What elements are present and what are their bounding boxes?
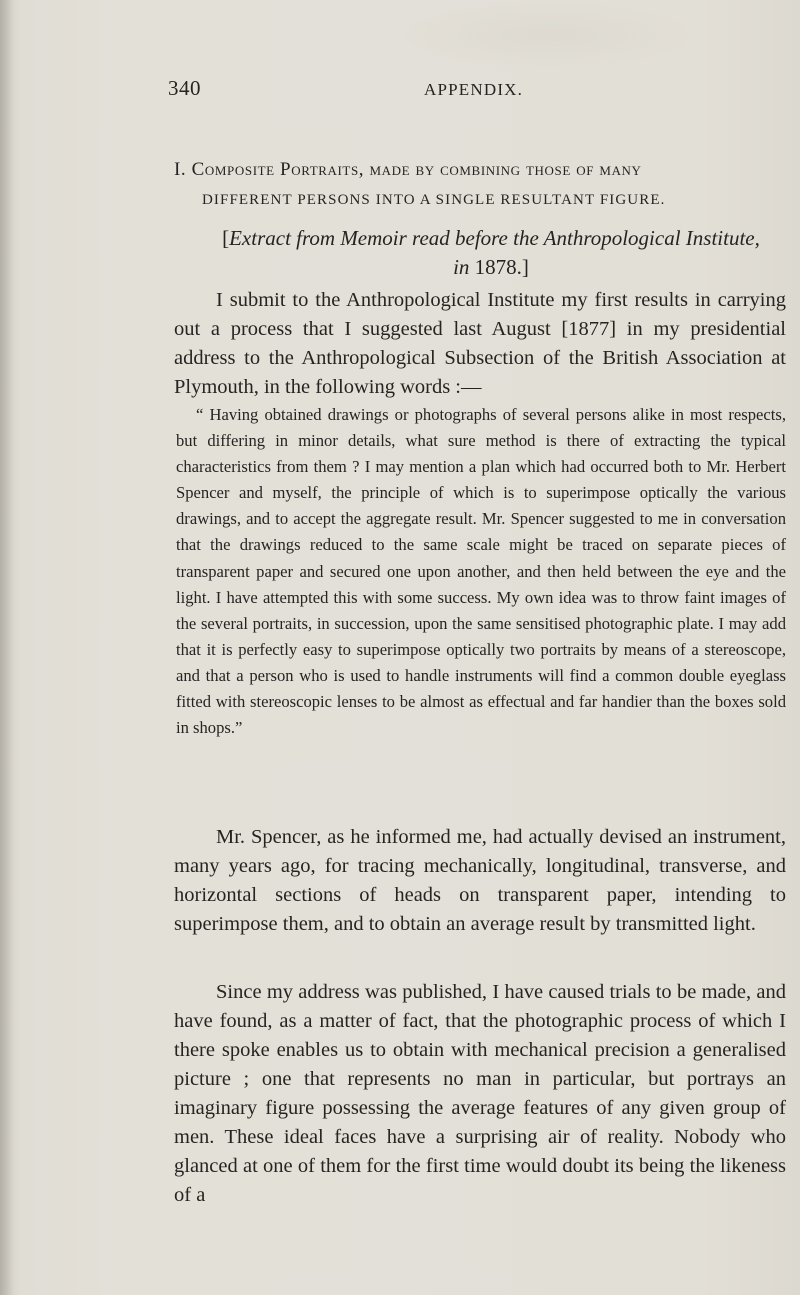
extract-year: 1878. <box>474 255 522 279</box>
paragraph-intro: I submit to the Anthropological Institute my first results in carrying out a process that I suggested last August [1877] in my presidential address to the Anthropological Subsection of the British Association at Plymouth, in the following words :— <box>174 289 786 398</box>
section-title-line2: DIFFERENT PERSONS INTO A SINGLE RESULTANT FIGURE. <box>202 192 666 208</box>
paragraph-spencer: Mr. Spencer, as he informed me, had actually devised an instrument, many years ago, for tracing mechanically, longitudinal, transverse, and horizontal sections of heads on transparent paper, intending to superimpose them, and to obtain an average result by transmitted light. <box>174 826 786 935</box>
paper-stain <box>400 0 700 70</box>
page-header <box>0 76 800 106</box>
page-number: 340 <box>168 76 201 100</box>
paragraph-since: Since my address was published, I have caused trials to be made, and have found, as a matter of fact, that the photographic process of which I there spoke enables us to obtain with mechanical precision a generalised picture ; one that represents no man in particular, but portrays an imaginary figure possessing the average features of any given group of men. These ideal faces have a surprising air of reality. Nobody who glanced at one of them for the first time would doubt its being the likeness of a <box>174 981 786 1206</box>
spine-shadow <box>0 0 14 1295</box>
quoted-passage: “ Having obtained drawings or photographs of several persons alike in most respects, but differing in minor details, what sure method is there of extracting the typical characteristics from them ? I may mention a plan which had occurred both to Mr. Herbert Spencer and myself, the principle of which is to superimpose optically the various drawings, and to accept the aggregate result. Mr. Spencer suggested to me in conversation that the drawings reduced to the same scale might be traced on separate pieces of transparent paper and secured one upon another, and then held between the eye and the light. I have attempted this with some success. My own idea was to throw faint images of the several portraits, in succession, upon the same sensitised photographic plate. I may add that it is perfectly easy to superimpose optically two portraits by means of a stereoscope, and that a person who is used to handle instruments will find a common double eyeglass fitted with stereoscopic lenses to be almost as effectual and far handier than the boxes sold in shops.” <box>176 405 786 738</box>
section-title <box>174 152 786 218</box>
running-head: APPENDIX. <box>424 80 524 99</box>
extract-source: Extract from Memoir read before the Anthropological Institute, <box>229 226 760 250</box>
section-title-line1: I. Composite Portraits, made by combining those of many <box>174 159 642 180</box>
extract-in: in <box>453 255 470 279</box>
extract-note: [Extract from Memoir read before the Anthropological Institute, in 1878.] <box>222 226 760 279</box>
